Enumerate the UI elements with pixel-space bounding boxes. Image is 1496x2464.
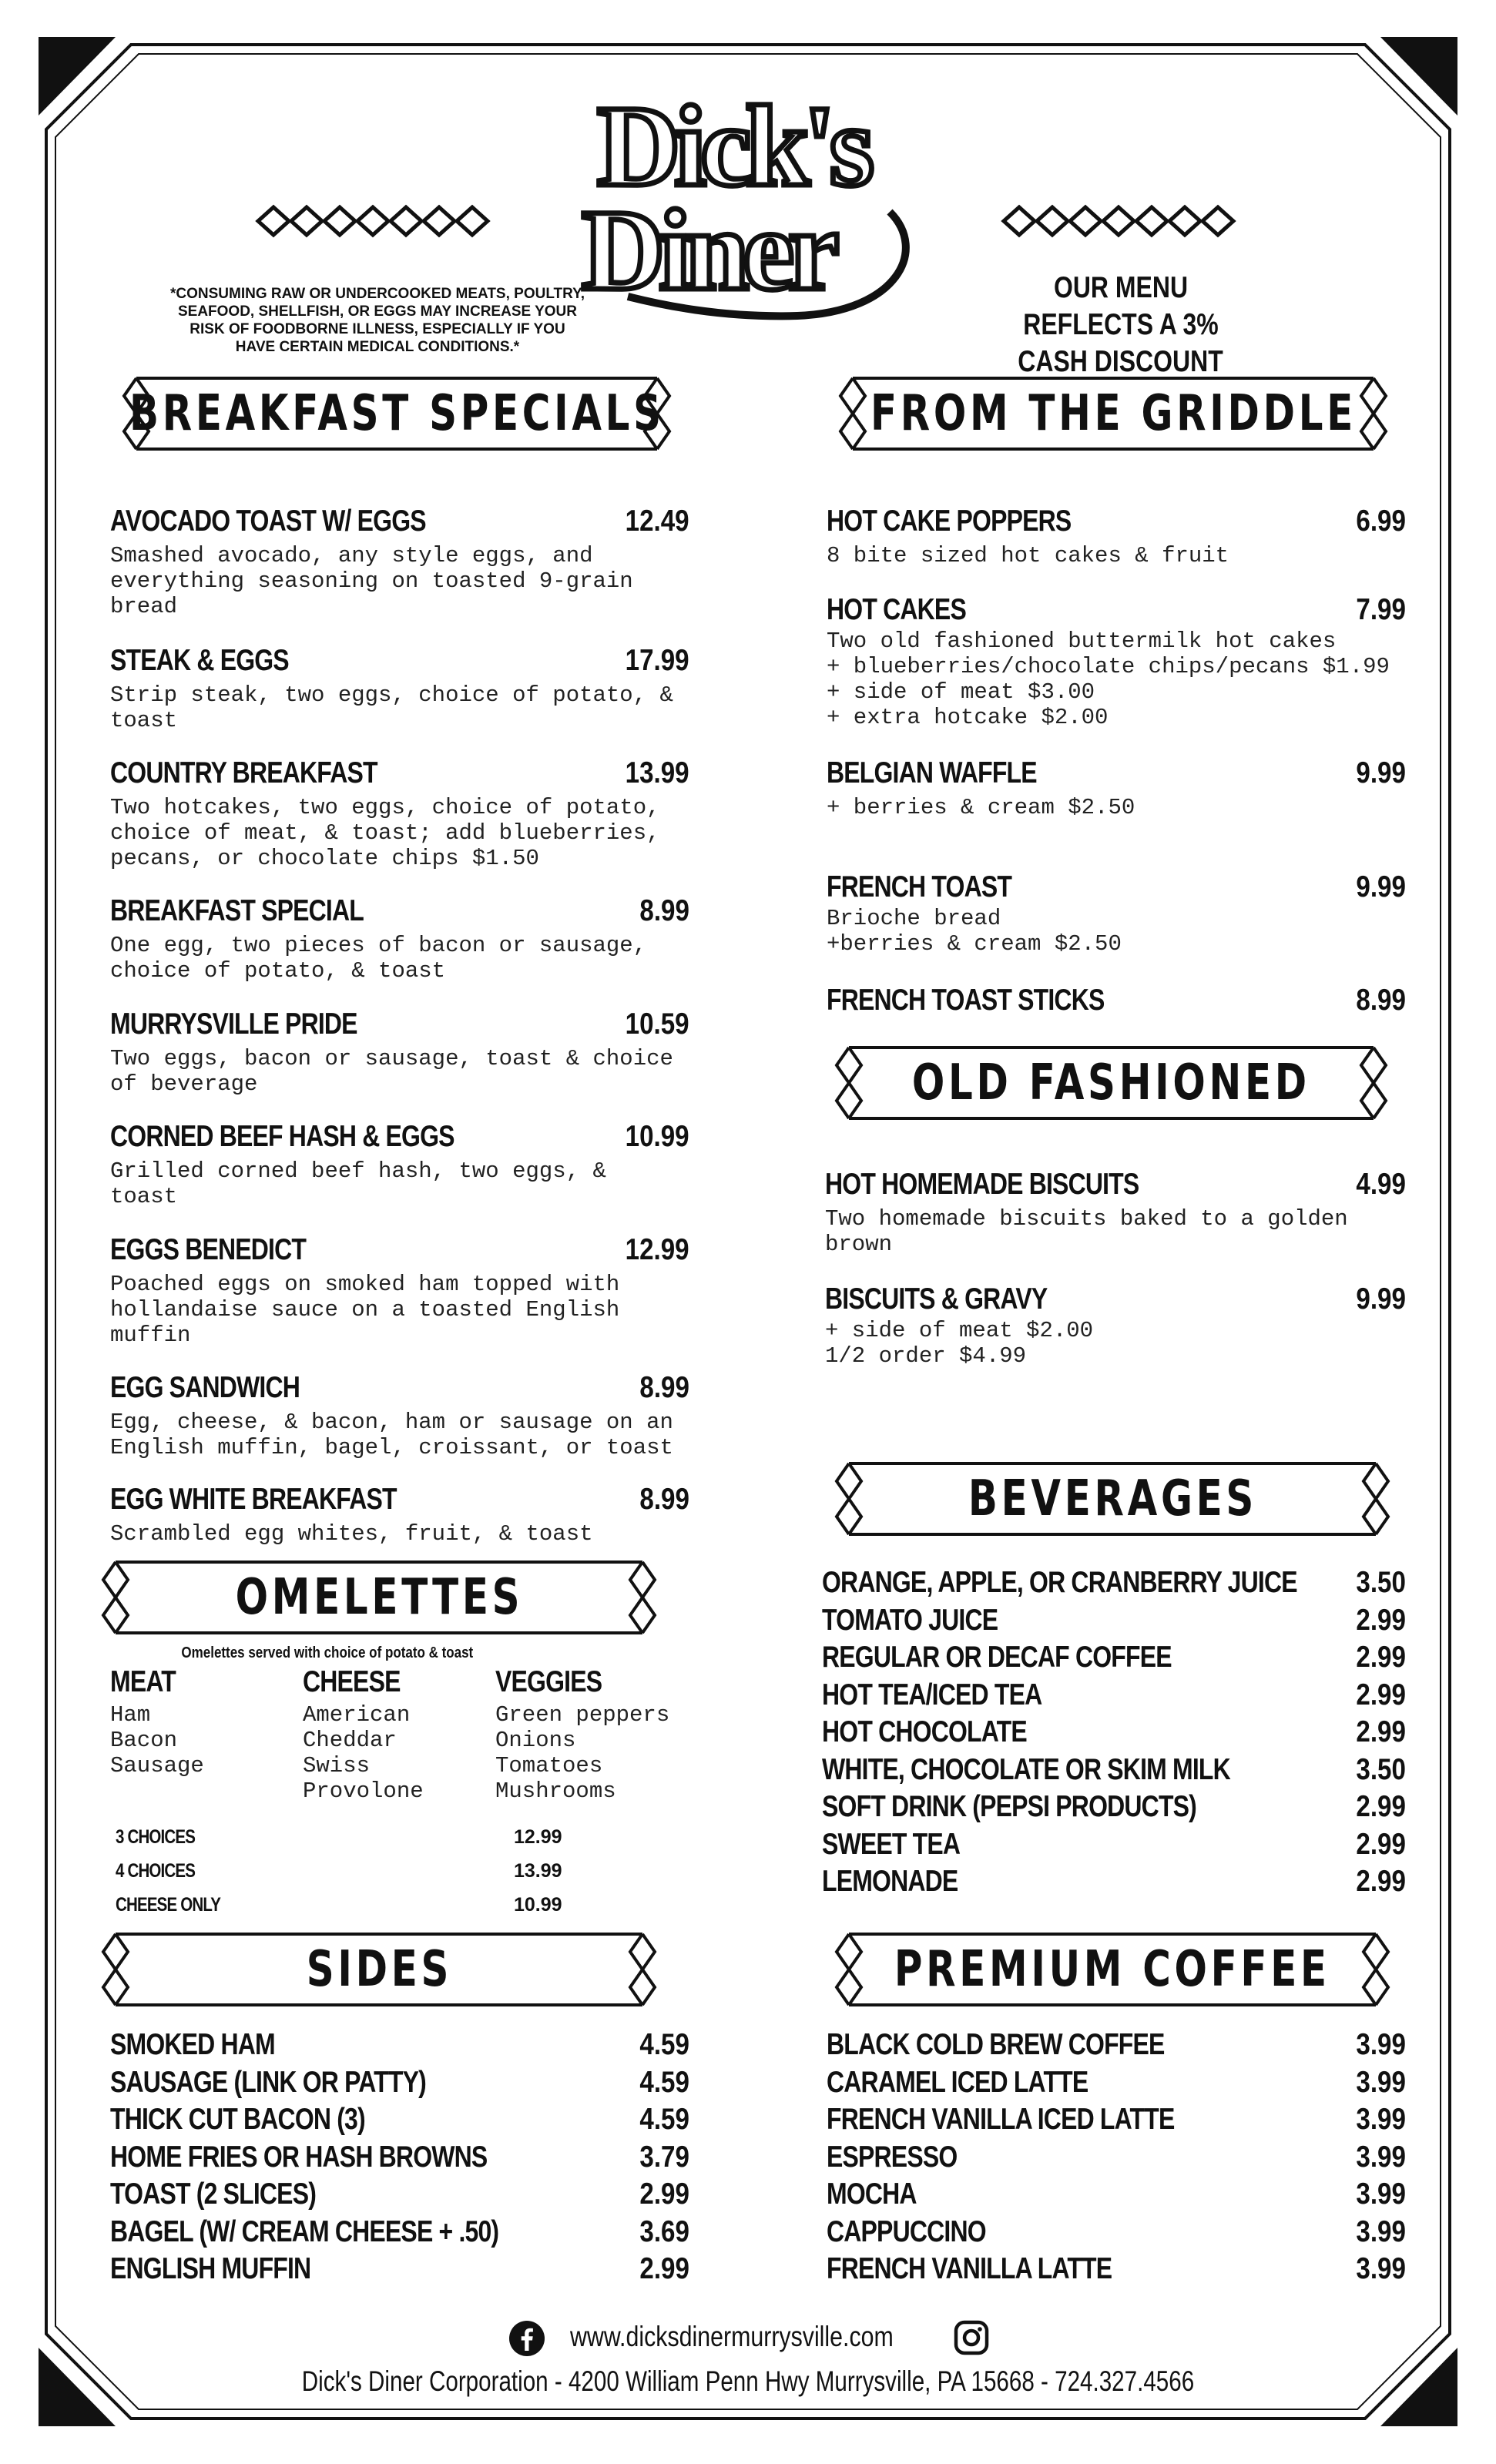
list-item	[822, 1790, 1406, 1828]
food-safety-disclaimer: *CONSUMING RAW OR UNDERCOOKED MEATS, POULTRY, SEAFOOD, SHELLFISH, OR EGGS MAY INCREASE YOUR RISK OF FOODBORNE ILLNESS, ESPECIALLY IF YOU HAVE CERTAIN MEDICAL CONDITIONS.*	[170, 286, 585, 355]
list-item	[822, 1678, 1406, 1716]
list-item	[822, 1566, 1406, 1604]
item-name: FRENCH TOAST	[827, 870, 1012, 903]
item-name: STEAK & EGGS	[110, 644, 289, 677]
section-title-breakfast-specials: BREAKFAST SPECIALS	[129, 385, 665, 442]
item-price: 9.99	[1356, 870, 1406, 903]
item-price: 3.50	[1356, 1752, 1406, 1786]
menu-item	[827, 984, 1406, 1022]
list-item	[110, 2103, 689, 2140]
website-link[interactable]: www.dicksdinermurrysville.com	[570, 2321, 894, 2352]
item-price: 4.59	[639, 2065, 689, 2099]
item-description: Grilled corned beef hash, two eggs, & toast	[110, 1158, 606, 1209]
sides-list	[110, 2028, 689, 2290]
list-item	[110, 2066, 689, 2104]
list-item	[822, 1865, 1406, 1902]
omelette-option-price: 12.99	[514, 1826, 562, 1848]
list-item: Sausage	[110, 1753, 204, 1778]
item-price: 6.99	[1356, 505, 1406, 538]
item-name: SOFT DRINK (PEPSI PRODUCTS)	[822, 1790, 1197, 1823]
list-item	[822, 1753, 1406, 1791]
list-item: Tomatoes	[495, 1753, 603, 1778]
item-price: 3.99	[1356, 2103, 1406, 2136]
item-description: Two hotcakes, two eggs, choice of potato, choice of meat, & toast; add blueberries, pecans, or chocolate chips $1.50	[110, 795, 660, 871]
item-name: WHITE, CHOCOLATE OR SKIM MILK	[822, 1752, 1230, 1786]
item-description: Egg, cheese, & bacon, ham or sausage on an English muffin, bagel, croissant, or toast	[110, 1410, 673, 1460]
banner-from-the-griddle	[836, 376, 1390, 451]
section-title-beverages: BEVERAGES	[968, 1470, 1257, 1527]
omelette-column-cheese	[303, 1665, 424, 1804]
item-name: ENGLISH MUFFIN	[110, 2252, 311, 2285]
menu-item	[110, 505, 689, 620]
item-description: Two old fashioned buttermilk hot cakes + blueberries/chocolate chips/pecans $1.99 + side of meat $3.00 + extra hotcake $2.00	[827, 629, 1390, 730]
list-item: Bacon	[110, 1728, 178, 1753]
item-price: 2.99	[639, 2252, 689, 2285]
list-item	[110, 2252, 689, 2290]
item-name: HOT HOMEMADE BISCUITS	[825, 1168, 1139, 1201]
item-price: 9.99	[1356, 756, 1406, 789]
list-item	[827, 2066, 1406, 2104]
list-item	[110, 2215, 689, 2253]
item-name: LEMONADE	[822, 1865, 958, 1898]
column-heading: MEAT	[110, 1665, 176, 1698]
item-name: HOT TEA/ICED TEA	[822, 1678, 1042, 1711]
item-price: 3.99	[1356, 2065, 1406, 2099]
list-item	[822, 1604, 1406, 1641]
list-item	[822, 1715, 1406, 1753]
menu-item	[825, 1282, 1406, 1375]
item-name: FRENCH TOAST STICKS	[827, 984, 1105, 1017]
list-item: Provolone	[303, 1778, 424, 1804]
diamond-ornament-left	[254, 202, 493, 240]
logo-word-dicks: Dick's	[597, 82, 869, 210]
item-name: ORANGE, APPLE, OR CRANBERRY JUICE	[822, 1566, 1297, 1599]
list-item: Green peppers	[495, 1702, 670, 1728]
item-name: BELGIAN WAFFLE	[827, 756, 1037, 789]
item-price: 4.59	[639, 2103, 689, 2136]
item-name: TOAST (2 SLICES)	[110, 2177, 317, 2211]
item-price: 3.50	[1356, 1566, 1406, 1599]
item-name: CAPPUCCINO	[827, 2214, 986, 2248]
menu-item	[110, 894, 689, 987]
item-name: CORNED BEEF HASH & EGGS	[110, 1120, 455, 1153]
item-price: 10.59	[626, 1007, 689, 1041]
item-name: BREAKFAST SPECIAL	[110, 894, 364, 927]
omelette-option-label: CHEESE ONLY	[116, 1894, 221, 1916]
list-item	[822, 1828, 1406, 1866]
item-price: 8.99	[639, 1371, 689, 1404]
list-item	[827, 2103, 1406, 2140]
item-name: REGULAR OR DECAF COFFEE	[822, 1641, 1172, 1674]
list-item	[827, 2252, 1406, 2290]
item-description: Scrambled egg whites, fruit, & toast	[110, 1521, 593, 1547]
item-price: 12.49	[626, 505, 689, 538]
omelette-option-label: 4 CHOICES	[116, 1860, 196, 1882]
cash-note-line2: CASH DISCOUNT	[1018, 345, 1224, 378]
menu-item	[827, 870, 1406, 963]
list-item: Cheddar	[303, 1728, 397, 1753]
list-item	[110, 2028, 689, 2066]
item-description: Brioche bread +berries & cream $2.50	[827, 906, 1122, 957]
banner-breakfast-specials	[119, 376, 674, 451]
menu-item	[110, 756, 689, 872]
item-price: 3.79	[639, 2140, 689, 2174]
menu-item	[110, 1120, 689, 1212]
item-name: COUNTRY BREAKFAST	[110, 756, 377, 789]
item-price: 8.99	[639, 894, 689, 927]
item-price: 4.59	[639, 2028, 689, 2061]
list-item: Mushrooms	[495, 1778, 616, 1804]
banner-omelettes	[99, 1560, 659, 1635]
item-price: 8.99	[639, 1483, 689, 1516]
list-item	[110, 2177, 689, 2215]
banner-beverages	[832, 1461, 1393, 1537]
list-item: American	[303, 1702, 411, 1728]
banner-sides	[99, 1932, 659, 2007]
item-price: 2.99	[1356, 1865, 1406, 1898]
list-item	[110, 2140, 689, 2178]
item-price: 4.99	[1356, 1168, 1406, 1201]
section-title-old-fashioned: OLD FASHIONED	[912, 1054, 1310, 1111]
item-name: SMOKED HAM	[110, 2028, 275, 2061]
item-name: TOMATO JUICE	[822, 1603, 998, 1637]
list-item	[822, 1641, 1406, 1678]
column-heading: VEGGIES	[495, 1665, 602, 1698]
logo-word-diner: Diner	[582, 186, 834, 314]
item-name: HOT CAKES	[827, 593, 966, 626]
section-title-premium-coffee: PREMIUM COFFEE	[894, 1941, 1330, 1998]
beverages-list	[822, 1566, 1406, 1902]
item-price: 3.99	[1356, 2214, 1406, 2248]
footer-address: Dick's Diner Corporation - 4200 William Penn Hwy Murrysville, PA 15668 - 724.327.4566	[301, 2365, 1195, 2397]
omelette-column-veggies	[495, 1665, 669, 1804]
item-price: 3.69	[639, 2214, 689, 2248]
column-heading: CHEESE	[303, 1665, 401, 1698]
banner-premium-coffee	[832, 1932, 1393, 2007]
banner-old-fashioned	[832, 1045, 1390, 1121]
item-name: FRENCH VANILLA LATTE	[827, 2252, 1112, 2285]
cash-note-line1: OUR MENU REFLECTS A 3%	[1023, 271, 1219, 341]
omelette-option-price: 10.99	[514, 1894, 562, 1916]
list-item	[827, 2177, 1406, 2215]
item-description: Strip steak, two eggs, choice of potato, & toast	[110, 682, 673, 733]
item-name: MURRYSVILLE PRIDE	[110, 1007, 357, 1041]
omelette-option-label: 3 CHOICES	[116, 1826, 196, 1848]
item-price: 2.99	[639, 2177, 689, 2211]
item-description: One egg, two pieces of bacon or sausage, choice of potato, & toast	[110, 933, 647, 984]
item-name: ESPRESSO	[827, 2140, 958, 2174]
diamond-ornament-right	[1000, 202, 1239, 240]
logo-swoosh	[566, 81, 936, 327]
cash-discount-note	[959, 270, 1283, 380]
item-price: 17.99	[626, 644, 689, 677]
menu-item	[827, 593, 1406, 732]
omelette-column-meat	[110, 1665, 204, 1778]
item-name: HOME FRIES OR HASH BROWNS	[110, 2140, 488, 2174]
list-item	[827, 2140, 1406, 2178]
item-price: 13.99	[626, 756, 689, 789]
item-description: Poached eggs on smoked ham topped with hollandaise sauce on a toasted English muffin	[110, 1272, 620, 1348]
item-name: AVOCADO TOAST W/ EGGS	[110, 505, 426, 538]
item-price: 8.99	[1356, 984, 1406, 1017]
item-name: BAGEL (W/ CREAM CHEESE + .50)	[110, 2214, 499, 2248]
omelette-option-price: 13.99	[514, 1860, 562, 1882]
item-price: 3.99	[1356, 2177, 1406, 2211]
instagram-icon[interactable]	[954, 2320, 989, 2355]
list-item: Onions	[495, 1728, 576, 1753]
brand-logo	[566, 81, 936, 327]
item-name: SAUSAGE (LINK OR PATTY)	[110, 2065, 426, 2099]
item-price: 7.99	[1356, 593, 1406, 626]
item-name: BISCUITS & GRAVY	[825, 1282, 1048, 1316]
item-name: BLACK COLD BREW COFFEE	[827, 2028, 1165, 2061]
menu-item	[110, 1371, 689, 1463]
facebook-icon[interactable]	[508, 2320, 545, 2357]
item-price: 2.99	[1356, 1603, 1406, 1637]
list-item	[827, 2028, 1406, 2066]
item-name: MOCHA	[827, 2177, 917, 2211]
menu-item	[827, 505, 1406, 574]
section-title-omelettes: OMELETTES	[235, 1569, 523, 1626]
item-price: 2.99	[1356, 1827, 1406, 1861]
item-price: 9.99	[1356, 1282, 1406, 1316]
item-name: HOT CHOCOLATE	[822, 1715, 1027, 1748]
section-title-from-the-griddle: FROM THE GRIDDLE	[870, 385, 1357, 442]
item-name: CARAMEL ICED LATTE	[827, 2065, 1088, 2099]
menu-item	[825, 1168, 1406, 1260]
list-item: Ham	[110, 1702, 151, 1728]
list-item	[827, 2215, 1406, 2253]
item-name: SWEET TEA	[822, 1827, 961, 1861]
item-description: Two eggs, bacon or sausage, toast & choice of beverage	[110, 1046, 673, 1097]
item-price: 2.99	[1356, 1715, 1406, 1748]
list-item: Swiss	[303, 1753, 371, 1778]
item-name: HOT CAKE POPPERS	[827, 505, 1072, 538]
premium-coffee-list	[827, 2028, 1406, 2290]
item-price: 3.99	[1356, 2252, 1406, 2285]
menu-item	[110, 1233, 689, 1349]
item-price: 3.99	[1356, 2028, 1406, 2061]
section-title-sides: SIDES	[306, 1941, 452, 1998]
item-name: EGGS BENEDICT	[110, 1233, 307, 1266]
item-name: FRENCH VANILLA ICED LATTE	[827, 2103, 1175, 2136]
item-description: + side of meat $2.00 1/2 order $4.99	[825, 1318, 1094, 1369]
item-name: THICK CUT BACON (3)	[110, 2103, 365, 2136]
item-price: 2.99	[1356, 1641, 1406, 1674]
item-name: EGG SANDWICH	[110, 1371, 300, 1404]
item-description: 8 bite sized hot cakes & fruit	[827, 543, 1229, 568]
item-price: 12.99	[626, 1233, 689, 1266]
item-price: 3.99	[1356, 2140, 1406, 2174]
item-price: 2.99	[1356, 1678, 1406, 1711]
menu-item	[110, 644, 689, 736]
item-name: EGG WHITE BREAKFAST	[110, 1483, 397, 1516]
menu-item	[827, 756, 1406, 826]
menu-item	[110, 1483, 689, 1552]
item-description: Two homemade biscuits baked to a golden brown	[825, 1206, 1348, 1257]
menu-item	[110, 1007, 689, 1100]
item-description: + berries & cream $2.50	[827, 795, 1135, 820]
item-price: 2.99	[1356, 1790, 1406, 1823]
item-price: 10.99	[626, 1120, 689, 1153]
omelette-note: Omelettes served with choice of potato & toast	[181, 1644, 474, 1661]
item-description: Smashed avocado, any style eggs, and everything seasoning on toasted 9-grain bread	[110, 543, 633, 619]
